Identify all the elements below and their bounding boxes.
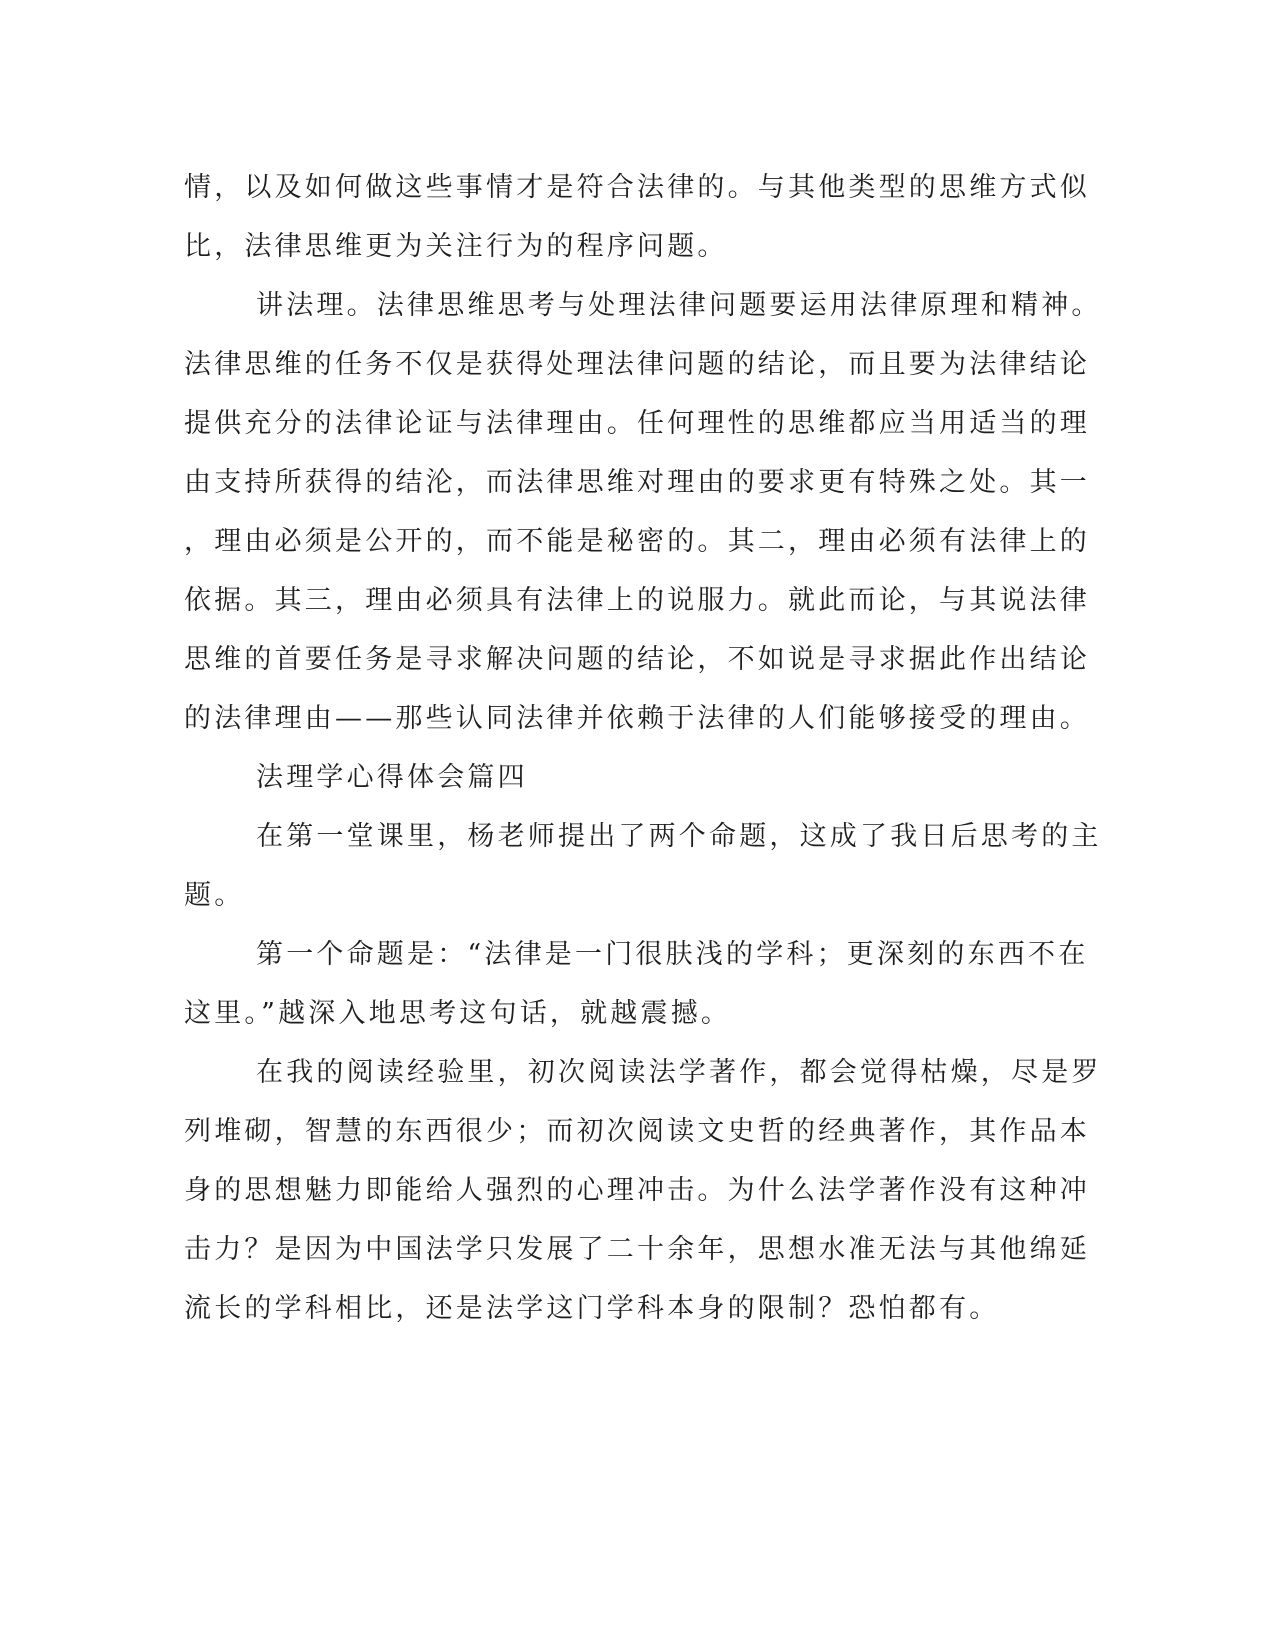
- text-line: 思维的首要任务是寻求解决问题的结论，不如说是寻求据此作出结论: [184, 644, 1090, 675]
- text-line: 题。: [184, 880, 245, 911]
- text-line: 提供充分的法律论证与法律理由。任何理性的思维都应当用适当的理: [184, 408, 1090, 439]
- text-line: 比，法律思维更为关注行为的程序问题。: [184, 231, 728, 262]
- text-line: 列堆砌，智慧的东西很少；而初次阅读文史哲的经典著作，其作品本: [184, 1116, 1090, 1147]
- text-line: 由支持所获得的结沦，而法律思维对理由的要求更有特殊之处。其一: [184, 467, 1090, 498]
- text-line: 这里。”越深入地思考这句话，就越震撼。: [184, 998, 732, 1029]
- paragraph-start-line: 第一个命题是：“法律是一门很肤浅的学科；更深刻的东西不在: [256, 939, 1089, 970]
- paragraph-start-line: 讲法理。法律思维思考与处理法律问题要运用法律原理和精神。: [256, 290, 1102, 321]
- text-line: 情，以及如何做这些事情才是符合法律的。与其他类型的思维方式似: [184, 172, 1090, 203]
- paragraph-start-line: 在第一堂课里，杨老师提出了两个命题，这成了我日后思考的主: [256, 821, 1102, 852]
- text-line: ，理由必须是公开的，而不能是秘密的。其二，理由必须有法律上的: [184, 526, 1090, 557]
- document-body: [184, 158, 1102, 1338]
- text-line: 依据。其三，理由必须具有法律上的说服力。就此而论，与其说法律: [184, 585, 1090, 616]
- section-heading: 法理学心得体会篇四: [256, 762, 528, 793]
- text-line: 击力？是因为中国法学只发展了二十余年，思想水准无法与其他绵延: [184, 1234, 1090, 1265]
- text-line: 的法律理由——那些认同法律并依赖于法律的人们能够接受的理由。: [184, 703, 1090, 734]
- text-line: 流长的学科相比，还是法学这门学科本身的限制？恐怕都有。: [184, 1293, 1000, 1324]
- text-line: 法律思维的任务不仅是获得处理法律问题的结论，而且要为法律结论: [184, 349, 1090, 380]
- text-line: 身的思想魅力即能给人强烈的心理冲击。为什么法学著作没有这种冲: [184, 1175, 1090, 1206]
- paragraph-start-line: 在我的阅读经验里，初次阅读法学著作，都会觉得枯燥，尽是罗: [256, 1057, 1102, 1088]
